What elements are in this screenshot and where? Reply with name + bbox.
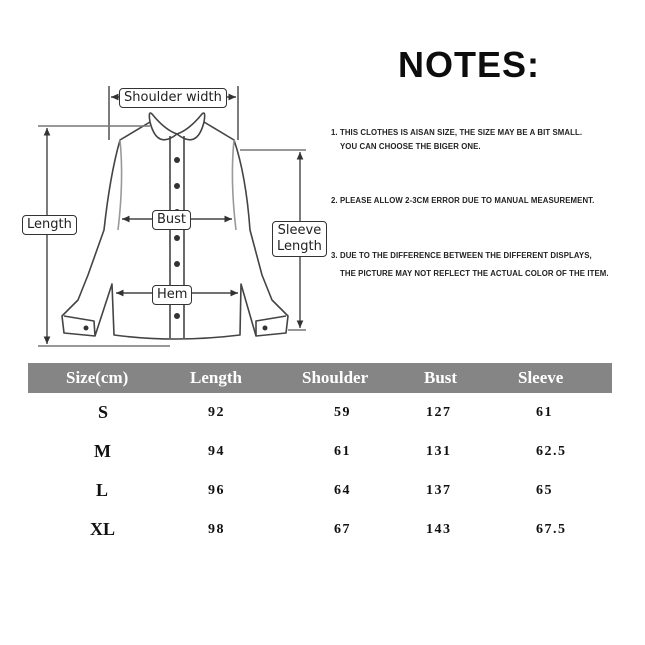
sleeve-length-label	[272, 221, 327, 257]
sleeve-label-line2: Length	[277, 239, 322, 254]
table-row	[28, 432, 612, 471]
table-row	[28, 393, 612, 432]
cell-bust: 131	[426, 443, 452, 459]
hem-label: Hem	[152, 285, 192, 305]
note-2: 2. PLEASE ALLOW 2-3CM ERROR DUE TO MANUAL MEASUREMENT.	[331, 196, 595, 205]
header-bust: Bust	[424, 363, 510, 393]
size-table	[28, 363, 612, 549]
cell-sleeve: 61	[536, 404, 553, 420]
cell-length: 94	[208, 443, 225, 459]
cell-sleeve: 62.5	[536, 443, 567, 459]
sleeve-label-line1: Sleeve	[277, 223, 322, 238]
note-3-cont: THE PICTURE MAY NOT REFLECT THE ACTUAL COLOR OF THE ITEM.	[340, 269, 609, 278]
cell-sleeve: 65	[536, 482, 553, 498]
cell-length: 92	[208, 404, 225, 420]
header-shoulder: Shoulder	[298, 363, 424, 393]
note-1: 1. THIS CLOTHES IS AISAN SIZE, THE SIZE MAY BE A BIT SMALL.	[331, 128, 583, 137]
bust-label: Bust	[152, 210, 191, 230]
header-sleeve: Sleeve	[510, 363, 612, 393]
header-length: Length	[162, 363, 298, 393]
cell-shoulder: 67	[334, 521, 351, 537]
note-3: 3. DUE TO THE DIFFERENCE BETWEEN THE DIFFERENT DISPLAYS,	[331, 251, 592, 260]
length-label: Length	[22, 215, 77, 235]
cell-shoulder: 64	[334, 482, 351, 498]
cell-size: S	[98, 402, 109, 422]
table-row	[28, 471, 612, 510]
notes-title: NOTES:	[398, 44, 541, 85]
cell-shoulder: 59	[334, 404, 351, 420]
cell-bust: 143	[426, 521, 452, 537]
cell-bust: 127	[426, 404, 452, 420]
cell-length: 96	[208, 482, 225, 498]
shoulder-width-label: Shoulder width	[119, 88, 227, 108]
cell-bust: 137	[426, 482, 452, 498]
note-1-cont: YOU CAN CHOOSE THE BIGER ONE.	[340, 142, 481, 151]
cell-sleeve: 67.5	[536, 521, 567, 537]
table-header-row	[28, 363, 612, 393]
table-row	[28, 510, 612, 549]
header-size: Size(cm)	[28, 363, 162, 393]
cell-shoulder: 61	[334, 443, 351, 459]
cell-size: M	[94, 441, 111, 461]
cell-length: 98	[208, 521, 225, 537]
cell-size: XL	[90, 519, 116, 539]
cell-size: L	[96, 480, 109, 500]
